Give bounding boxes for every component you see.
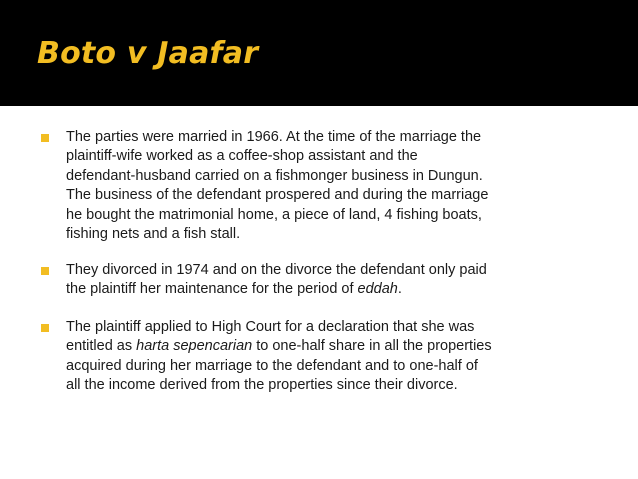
- bullet-line: [66, 206, 606, 225]
- text-segment: defendant-husband carried on a fishmonger business in Dungun.: [66, 167, 483, 184]
- bullet-line: [66, 318, 606, 337]
- bullet-line: [66, 128, 606, 147]
- bullet-line: [66, 186, 606, 205]
- bullet-square-icon: [41, 267, 49, 275]
- bullet-line: [66, 337, 606, 356]
- text-segment: They divorced in 1974 and on the divorce the defendant only paid: [66, 262, 487, 278]
- bullet-line: [66, 167, 606, 186]
- bullet-square-icon: [41, 134, 49, 142]
- bullet-line: [66, 147, 606, 166]
- text-segment: the plaintiff her maintenance for the period of: [66, 281, 358, 298]
- bullet-line: [66, 280, 606, 299]
- italic-term: harta sepencarian: [136, 338, 253, 355]
- bullet-text: [66, 128, 606, 244]
- slide-title: Boto v Jaafar: [37, 36, 259, 71]
- text-segment: .: [397, 281, 402, 298]
- text-segment: all the income derived from the properties since their divorce.: [66, 377, 458, 394]
- bullet-line: [66, 357, 606, 376]
- bullet-line: [66, 376, 606, 395]
- text-segment: The business of the defendant prospered and during the marriage: [66, 187, 489, 204]
- text-segment: acquired during her marriage to the defendant and to one-half of: [66, 357, 478, 374]
- title-bar: [0, 0, 638, 106]
- bullet-line: [66, 261, 606, 280]
- bullet-square-icon: [41, 324, 49, 332]
- text-segment: to one-half share in all the properties: [252, 338, 492, 355]
- text-segment: plaintiff-wife worked as a coffee-shop assistant and the: [66, 148, 418, 165]
- italic-term: eddah: [357, 281, 398, 298]
- bullet-text: [66, 318, 606, 396]
- text-segment: he bought the matrimonial home, a piece of land, 4 fishing boats,: [66, 206, 482, 223]
- text-segment: fishing nets and a fish stall.: [66, 226, 241, 243]
- text-segment: The plaintiff applied to High Court for a declaration that she was: [66, 319, 475, 335]
- text-segment: entitled as: [66, 338, 137, 355]
- bullet-text: [66, 261, 606, 300]
- bullet-line: [66, 225, 606, 244]
- text-segment: The parties were married in 1966. At the time of the marriage the: [66, 129, 482, 145]
